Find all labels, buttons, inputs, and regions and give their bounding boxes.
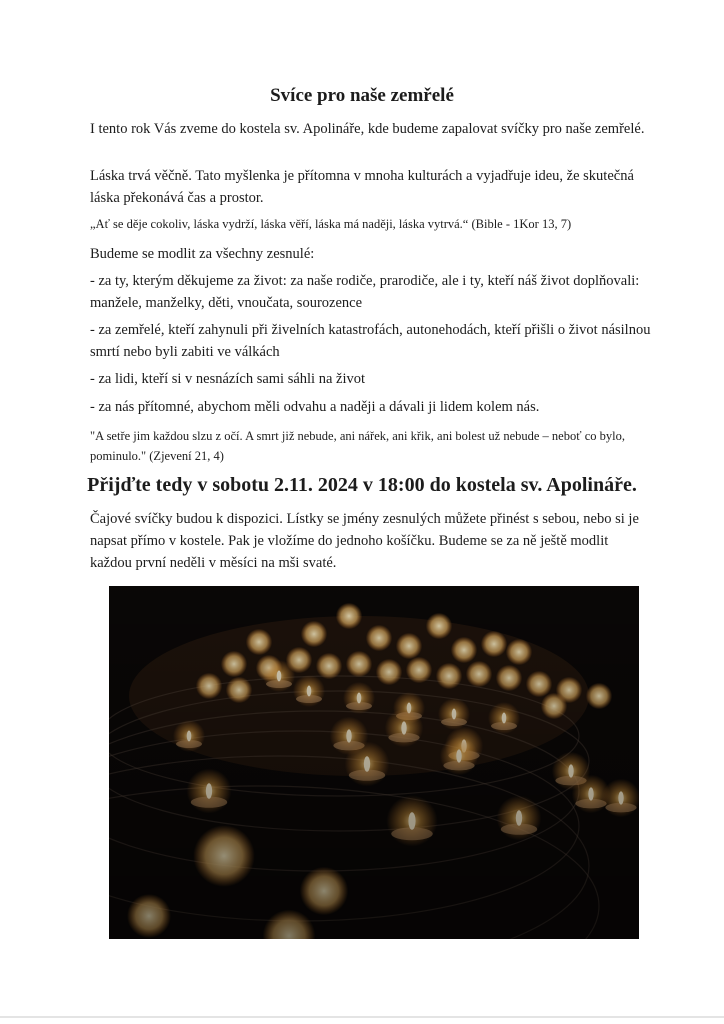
- love-paragraph: Láska trvá věčně. Tato myšlenka je přítomna v mnoha kulturách a vyjadřuje ideu, že skutečná láska překonává čas a prostor.: [90, 168, 634, 206]
- prayer-intro: Budeme se modlit za všechny zesnulé:: [90, 246, 315, 262]
- prayer-item: - za nás přítomné, abychom měli odvahu a naději a dávali ji lidem kolem nás.: [90, 399, 540, 415]
- intro-paragraph: I tento rok Vás zveme do kostela sv. Apolináře, kde budeme zapalovat svíčky pro naše zemřelé.: [90, 121, 645, 137]
- closing-paragraph: Čajové svíčky budou k dispozici. Lístky se jmény zesnulých můžete přinést s sebou, nebo si je napsat přímo v kostele. Pak je vložíme do jednoho košíčku. Budeme se za ně ještě modlit každou první neděli v měsíci na mši svaté.: [90, 511, 639, 571]
- page-title: Svíce pro naše zemřelé: [270, 85, 454, 106]
- candles-photo: [109, 586, 639, 939]
- revelation-quote: "A setře jim každou slzu z očí. A smrt již nebude, ani nářek, ani křik, ani bolest už nebude – neboť co bylo, pominulo." (Zjevení 21, 4): [90, 429, 625, 463]
- prayer-item: - za zemřelé, kteří zahynuli při živelních katastrofách, autonehodách, kteří přišli o život násilnou smrtí nebo byli zabiti ve válkách: [90, 322, 651, 360]
- prayer-item: - za ty, kterým děkujeme za život: za naše rodiče, prarodiče, ale i ty, kteří náš život doplňovali: manžele, manželky, děti, vnoučata, sourozence: [90, 273, 640, 311]
- scan-edge: [0, 1016, 724, 1018]
- prayer-item: - za lidi, kteří si v nesnázích sami sáhli na život: [90, 371, 366, 387]
- candles-image: [109, 586, 639, 939]
- bible-quote: „Ať se děje cokoliv, láska vydrží, láska věří, láska má naději, láska vytrvá.“ (Bible - 1Kor 13, 7): [90, 217, 572, 231]
- event-headline: Přijďte tedy v sobotu 2.11. 2024 v 18:00 do kostela sv. Apolináře.: [87, 474, 637, 496]
